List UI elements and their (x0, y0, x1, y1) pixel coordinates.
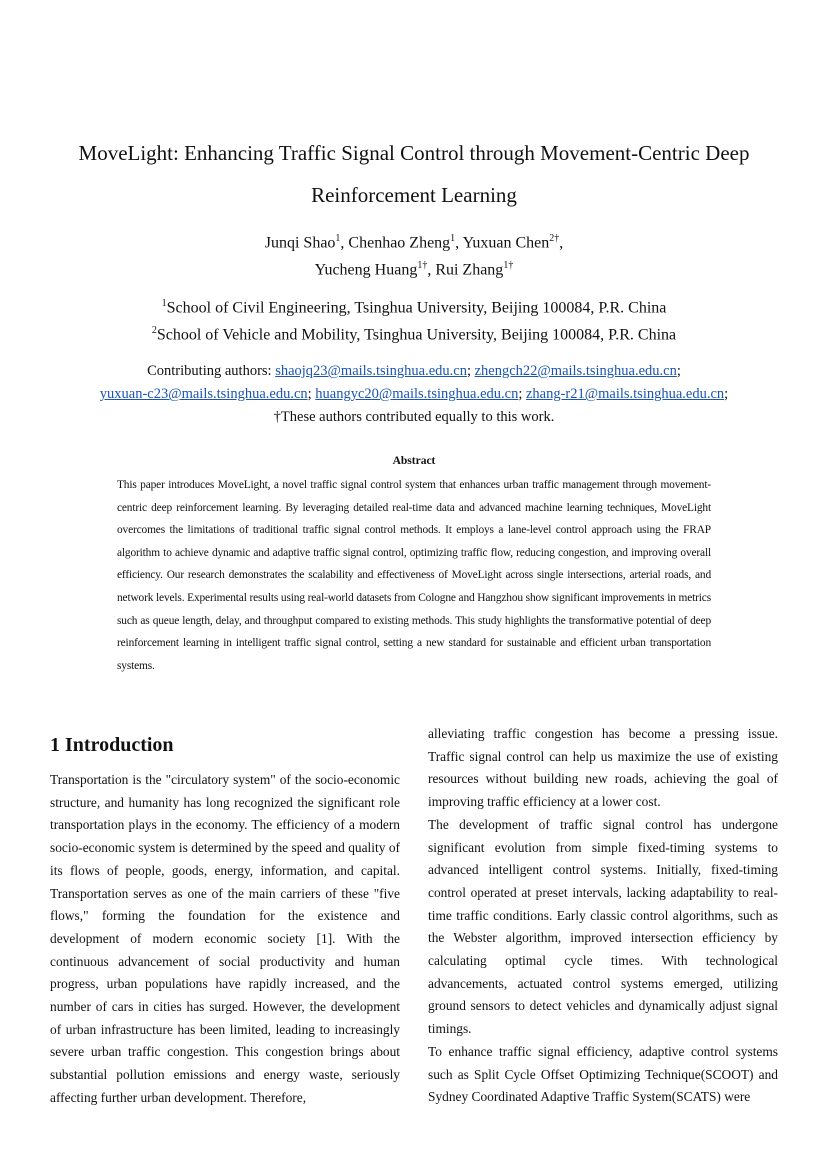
author-mark: 1† (417, 260, 428, 272)
author: Junqi Shao (264, 234, 336, 252)
email-link[interactable]: zhang-r21@mails.tsinghua.edu.cn (525, 386, 725, 402)
email-link[interactable]: huangyc20@mails.tsinghua.edu.cn (315, 386, 519, 402)
affiliation-text: School of Civil Engineering, Tsinghua University, Beijing 100084, P.R. China (166, 299, 667, 317)
email-link[interactable]: yuxuan-c23@mails.tsinghua.edu.cn (99, 386, 308, 402)
author-list (30, 227, 798, 282)
author-mark: 2† (549, 233, 560, 244)
title-line-2: Reinforcement Learning (311, 183, 517, 207)
author-mark: 1 (335, 233, 341, 244)
left-column (50, 769, 400, 1110)
section-heading: 1 Introduction (50, 734, 174, 756)
affiliation (30, 319, 798, 346)
email-separator: ; (724, 386, 729, 402)
affiliation (30, 292, 798, 319)
paragraph: Transportation is the "circulatory system" of the socio-economic structure, and humanity has long recognized the significant role transportation plays in the economy. The efficiency of a modern socio-economic system is determined by the speed and quality of its flows of people, goods, energy, information, and capital. Transportation serves as one of the main carriers of these "five flows," forming the foundation for the existence and development of modern economic society [1]. With the continuous advancement of social productivity and human progress, urban populations have rapidly increased, and the number of cars in cities has surged. However, the development of urban infrastructure has been limited, leading to increasingly severe urban traffic congestion. This congestion brings about substantial pollution emissions and energy waste, seriously affecting further urban development. Therefore, (50, 772, 400, 1105)
equal-contribution-note: †These authors contributed equally to this work. (273, 409, 555, 425)
email-link[interactable]: zhengch22@mails.tsinghua.edu.cn (474, 363, 677, 379)
email-separator: ; (676, 363, 681, 379)
affiliation-text: School of Vehicle and Mobility, Tsinghua University, Beijing 100084, P.R. China (156, 326, 677, 344)
contributing-label: Contributing authors: (147, 363, 276, 379)
author-separator: , (340, 234, 349, 252)
email-link[interactable]: shaojq23@mails.tsinghua.edu.cn (275, 363, 467, 379)
abstract-heading: Abstract (392, 455, 436, 467)
affiliation-mark: 1 (161, 298, 167, 309)
author-separator: , (427, 261, 436, 279)
author: Yucheng Huang (314, 261, 418, 279)
author-mark: 1 (450, 233, 456, 244)
email-separator: ; (466, 363, 475, 379)
author-separator: , (559, 234, 564, 252)
title-line-1: MoveLight: Enhancing Traffic Signal Control through Movement-Centric Deep (78, 141, 750, 165)
right-column (428, 723, 778, 1109)
author-separator: , (455, 234, 463, 252)
affiliation-mark: 2 (151, 325, 157, 337)
author-mark: 1† (503, 260, 514, 272)
contributing-authors (30, 360, 798, 429)
author: Rui Zhang (435, 261, 504, 279)
abstract-text: This paper introduces MoveLight, a novel traffic signal control system that enhances urban traffic management through movement-centric deep reinforcement learning. By leveraging detailed real-time data and advanced machine learning techniques, MoveLight overcomes the limitations of traditional traffic signal control methods. It employs a lane-level control approach using the FRAP algorithm to achieve dynamic and adaptive traffic signal control, optimizing traffic flow, reducing congestion, and improving overall efficiency. Our research demonstrates the scalability and effectiveness of MoveLight across single intersections, arterial roads, and network levels. Experimental results using real-world datasets from Cologne and Hangzhou show significant improvements in metrics such as queue length, delay, and throughput compared to existing methods. This study highlights the transformative potential of deep reinforcement learning in intelligent traffic signal control, setting a new standard for sustainable and efficient urban transportation systems. (117, 479, 711, 672)
paragraph: To enhance traffic signal efficiency, adaptive control systems such as Split Cycle Offset Optimizing Technique(SCOOT) and Sydney Coordinated Adaptive Traffic System(SCATS) were (428, 1043, 778, 1105)
paragraph: The development of traffic signal control has undergone significant evolution from simple fixed-timing systems to advanced intelligent control systems. Initially, fixed-timing control operated at preset intervals, lacking adaptability to real-time traffic conditions. Early classic control algorithms, such as the Webster algorithm, improved intersection efficiency by calculating optimal cycle times. With technological advancements, actuated control systems emerged, utilizing ground sensors to detect vehicles and dynamically adjust signal timings. (428, 816, 778, 1037)
author: Yuxuan Chen (462, 234, 550, 252)
email-separator: ; (307, 386, 316, 402)
paper-title (30, 140, 798, 209)
email-separator: ; (518, 386, 526, 402)
affiliations (30, 292, 798, 347)
author: Chenhao Zheng (348, 234, 451, 252)
paragraph: alleviating traffic congestion has become a pressing issue. Traffic signal control can help us maximize the use of existing resources without building new roads, achieving the goal of improving traffic efficiency at a lower cost. (428, 726, 778, 810)
